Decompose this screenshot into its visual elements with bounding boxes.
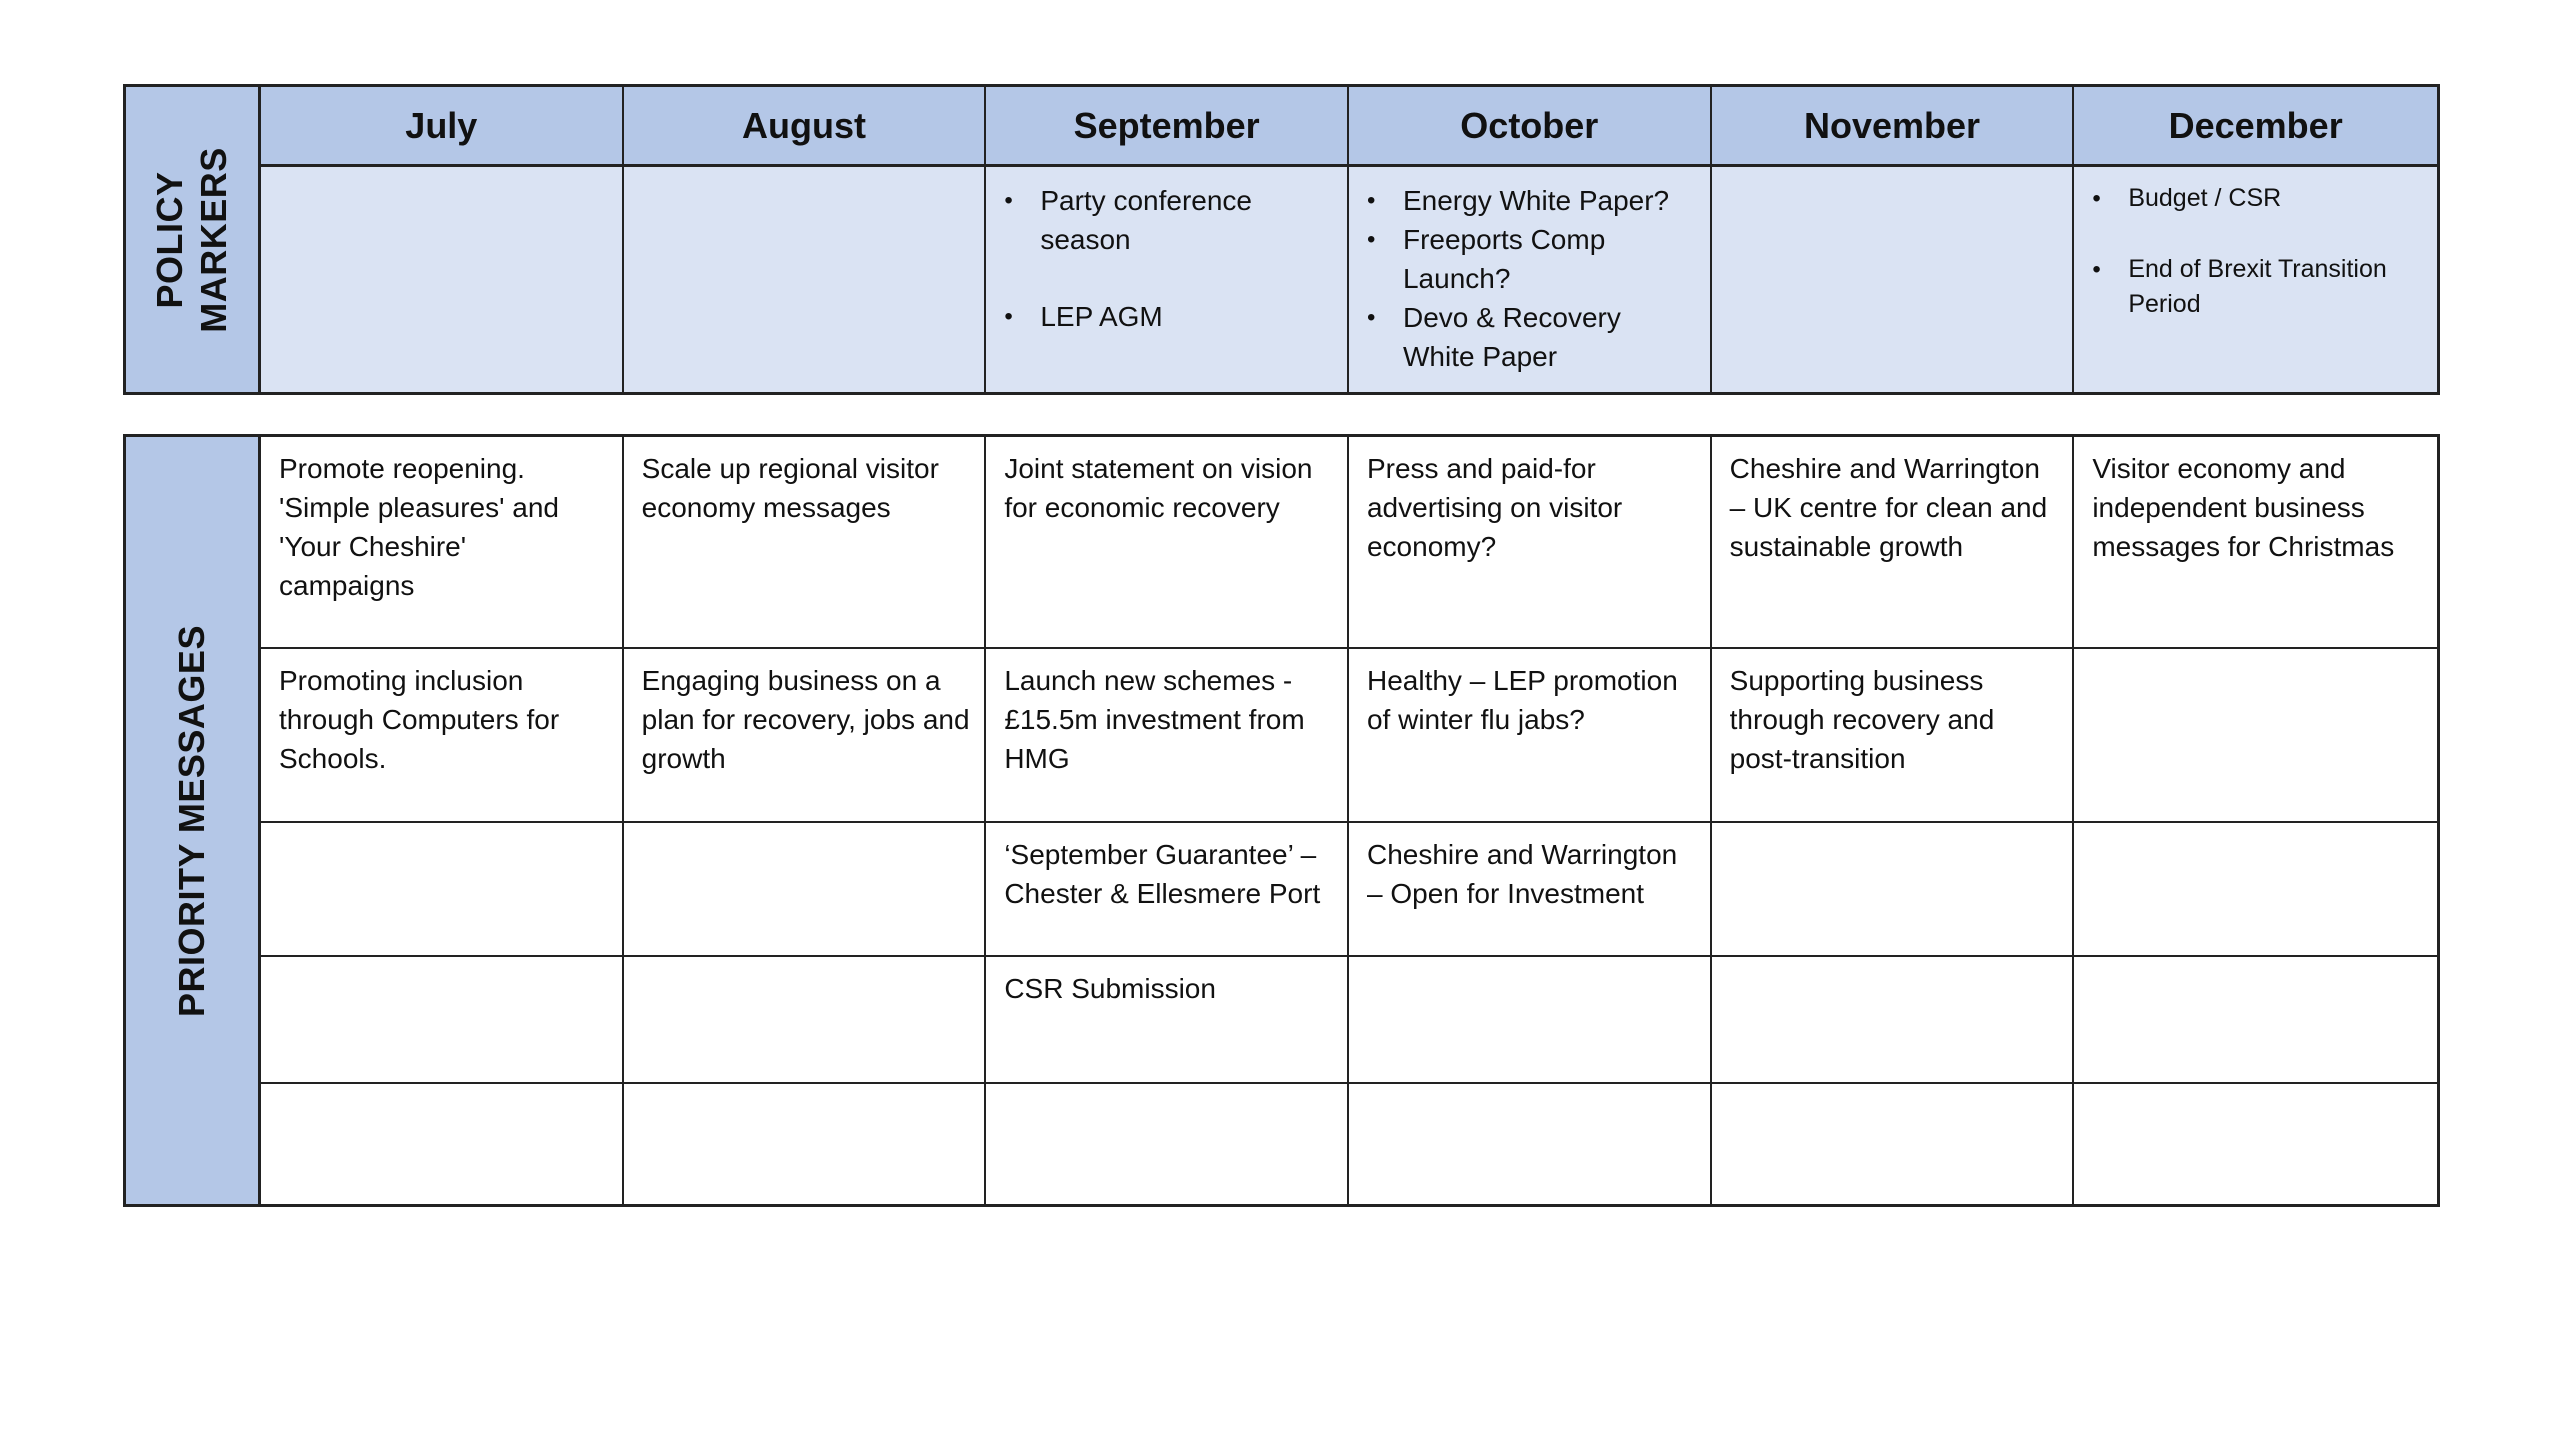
priority-cell-r3-c3: ‘September Guarantee’ – Chester & Ellesmere Port — [986, 823, 1349, 957]
priority-cell-r1-c3: Joint statement on vision for economic recovery — [986, 437, 1349, 649]
month-header-july: July — [261, 87, 624, 167]
priority-cell-r2-c6 — [2074, 649, 2437, 823]
priority-messages-label — [126, 437, 261, 1204]
policy-label-line1: POLICY — [149, 170, 191, 309]
priority-cell-r4-c2 — [624, 957, 987, 1084]
policy-list-october — [1367, 181, 1694, 376]
priority-label-text: PRIORITY MESSAGES — [171, 624, 213, 1017]
policy-item: • Party conference season — [1004, 181, 1331, 259]
priority-cell-r2-c3: Launch new schemes - £15.5m investment from HMG — [986, 649, 1349, 823]
policy-item: • Devo & Recovery White Paper — [1367, 298, 1694, 376]
priority-cell-r3-c4: Cheshire and Warrington – Open for Investment — [1349, 823, 1712, 957]
policy-item: • End of Brexit Transition Period — [2092, 252, 2421, 322]
priority-cell-r2-c2: Engaging business on a plan for recovery, jobs and growth — [624, 649, 987, 823]
priority-cell-r1-c1: Promote reopening. 'Simple pleasures' and 'Your Cheshire' campaigns — [261, 437, 624, 649]
month-header-december: December — [2074, 87, 2437, 167]
policy-item: • Budget / CSR — [2092, 181, 2421, 216]
month-header-october: October — [1349, 87, 1712, 167]
priority-cell-r4-c4 — [1349, 957, 1712, 1084]
priority-cell-r2-c5: Supporting business through recovery and post-transition — [1712, 649, 2075, 823]
policy-label-line2: MARKERS — [193, 146, 235, 333]
priority-cell-r3-c1 — [261, 823, 624, 957]
policy-item: • LEP AGM — [1004, 297, 1331, 336]
priority-cell-r2-c1: Promoting inclusion through Computers for Schools. — [261, 649, 624, 823]
policy-item: • Freeports Comp Launch? — [1367, 220, 1694, 298]
policy-markers-label — [126, 87, 261, 392]
priority-cell-r5-c6 — [2074, 1084, 2437, 1204]
month-header-august: August — [624, 87, 987, 167]
policy-list-december — [2092, 181, 2421, 322]
priority-messages-table — [123, 434, 2440, 1207]
priority-cell-r3-c6 — [2074, 823, 2437, 957]
priority-cell-r1-c2: Scale up regional visitor economy messages — [624, 437, 987, 649]
policy-cell-october — [1349, 167, 1712, 392]
month-header-november: November — [1712, 87, 2075, 167]
priority-cell-r5-c4 — [1349, 1084, 1712, 1204]
policy-markers-table — [123, 84, 2440, 395]
priority-cell-r1-c4: Press and paid-for advertising on visitor economy? — [1349, 437, 1712, 649]
priority-cell-r3-c2 — [624, 823, 987, 957]
policy-cell-november — [1712, 167, 2075, 392]
priority-cell-r3-c5 — [1712, 823, 2075, 957]
month-header-september: September — [986, 87, 1349, 167]
priority-cell-r5-c2 — [624, 1084, 987, 1204]
priority-cell-r4-c6 — [2074, 957, 2437, 1084]
policy-item: • Energy White Paper? — [1367, 181, 1694, 220]
priority-cell-r4-c3: CSR Submission — [986, 957, 1349, 1084]
priority-cell-r1-c5: Cheshire and Warrington – UK centre for clean and sustainable growth — [1712, 437, 2075, 649]
priority-cell-r2-c4: Healthy – LEP promotion of winter flu jabs? — [1349, 649, 1712, 823]
policy-cell-july — [261, 167, 624, 392]
policy-cell-august — [624, 167, 987, 392]
priority-cell-r5-c1 — [261, 1084, 624, 1204]
policy-list-september — [1004, 181, 1331, 336]
priority-cell-r4-c5 — [1712, 957, 2075, 1084]
priority-cell-r4-c1 — [261, 957, 624, 1084]
priority-cell-r1-c6: Visitor economy and independent business messages for Christmas — [2074, 437, 2437, 649]
policy-cell-september — [986, 167, 1349, 392]
priority-cell-r5-c3 — [986, 1084, 1349, 1204]
policy-cell-december — [2074, 167, 2437, 392]
priority-cell-r5-c5 — [1712, 1084, 2075, 1204]
